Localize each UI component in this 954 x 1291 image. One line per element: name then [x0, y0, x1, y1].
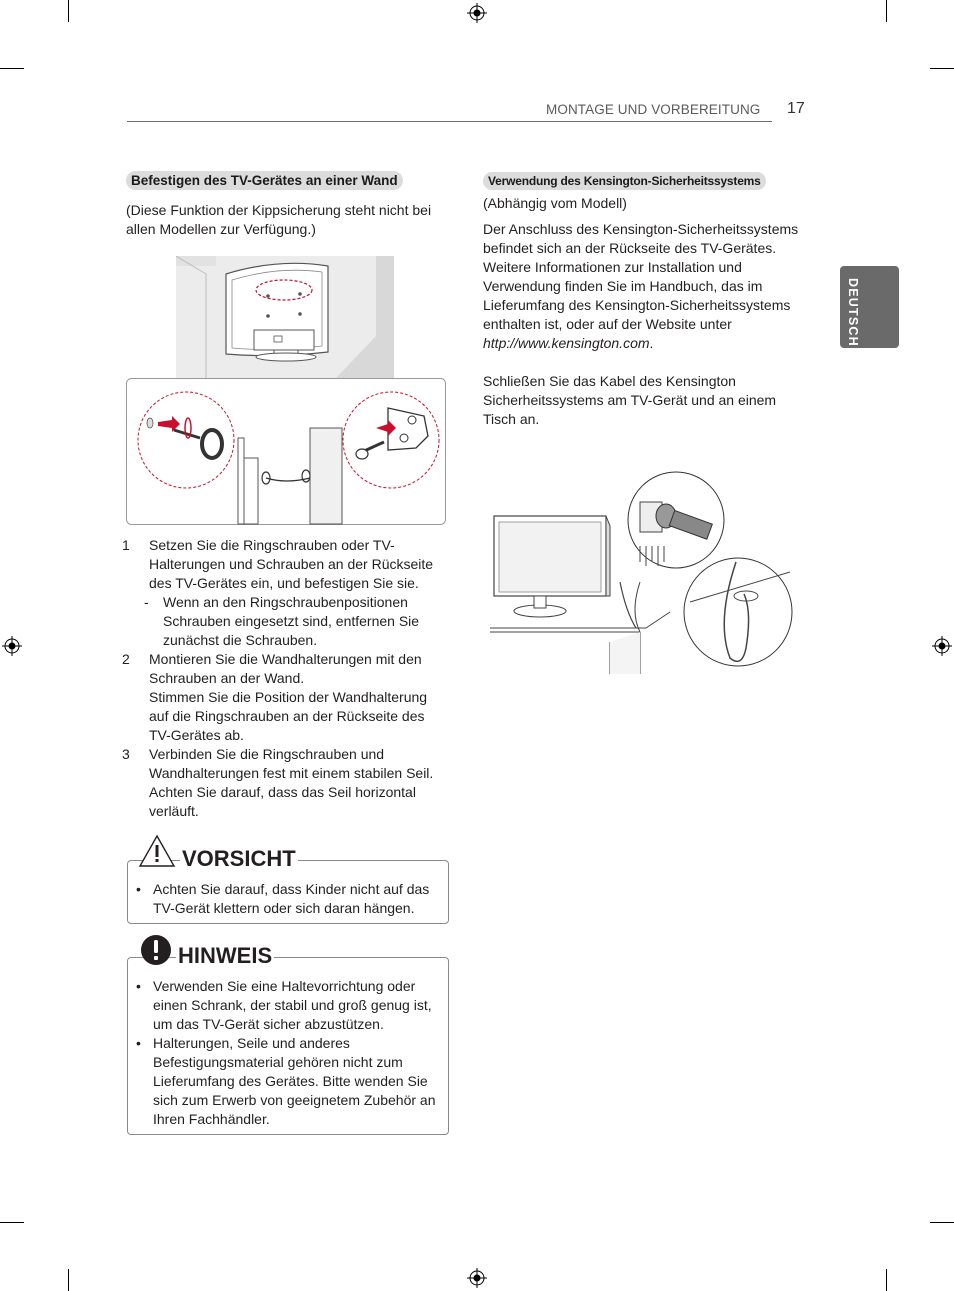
step-3: [122, 745, 442, 821]
language-tab: [840, 266, 899, 348]
step-text: Montieren Sie die Wandhalterungen mit den Schrauben an der Wand.: [149, 651, 422, 686]
step-1: [122, 536, 442, 593]
step-text: Stimmen Sie die Position der Wandhalterung auf die Ringschrauben an der Rückseite des TV-Gerätes ab.: [149, 689, 428, 743]
kensington-paragraph: Der Anschluss des Kensington-Sicherheitssystems befindet sich an der Rückseite des TV-Gerätes. Weitere Informationen zur Installation und Verwendung finden Sie im Handbuch, das im Lieferumfang des Kensington-Sicherheitssystems enthalten ist, oder auf der Website unter: [483, 221, 799, 332]
link-suffix: .: [649, 335, 654, 351]
step-number: 3: [122, 746, 130, 762]
note-item-text: Halterungen, Seile und anderes Befestigungsmaterial gehören nicht zum Lieferumfang des Gerätes. Bitte wenden Sie sich zum Erwerb von geeignetem Zubehör an Ihren Fachhändler.: [153, 1035, 436, 1127]
crop-mark: [930, 68, 954, 69]
step-2: [122, 650, 442, 745]
bullet-dot: •: [136, 1035, 141, 1051]
bullet-dot: •: [136, 881, 141, 897]
warning-triangle-icon: [138, 834, 176, 868]
note-title: HINWEIS: [178, 943, 273, 968]
kensington-link[interactable]: http://www.kensington.com: [483, 335, 650, 351]
note-item: [136, 977, 441, 1034]
crop-mark: [930, 1222, 954, 1223]
page-number: 17: [787, 100, 805, 117]
section-heading-kensington: Verwendung des Kensington-Sicherheitssystems: [483, 172, 766, 190]
ring-screw-bracket-illustration: [126, 378, 446, 525]
kensington-instruction: Schließen Sie das Kabel des Kensington Sicherheitssystems am TV-Gerät und an einem Tisch an.: [483, 373, 777, 427]
crop-mark: [886, 0, 887, 22]
registration-mark-icon: [932, 636, 952, 656]
language-tab-label: DEUTSCH: [846, 278, 860, 347]
step-text: Verbinden Sie die Ringschrauben und Wandhalterungen fest mit einem stabilen Seil. Achten Sie darauf, dass das Seil horizontal verläuft.: [149, 746, 434, 819]
crop-mark: [68, 1269, 69, 1291]
intro-text: (Diese Funktion der Kippsicherung steht nicht bei allen Modellen zur Verfügung.): [126, 202, 432, 237]
kensington-description: [483, 220, 807, 353]
caution-title: VORSICHT: [182, 846, 296, 871]
section-title: MONTAGE UND VORBEREITUNG: [546, 102, 761, 117]
step-text: Wenn an den Ringschraubenpositionen Schrauben eingesetzt sind, entfernen Sie zunächst die Schrauben.: [163, 594, 420, 648]
note-item: [136, 1034, 441, 1129]
step-number: 1: [122, 537, 130, 553]
caution-item: [136, 880, 441, 918]
caution-item-text: Achten Sie darauf, dass Kinder nicht auf das TV-Gerät klettern oder sich daran hängen.: [153, 881, 430, 916]
tv-rear-illustration: [176, 256, 394, 378]
step-dash: -: [144, 594, 149, 610]
exclamation-circle-icon: [140, 934, 172, 966]
kensington-lock-illustration: [490, 462, 796, 674]
registration-mark-icon: [467, 1268, 487, 1288]
model-note: (Abhängig vom Modell): [483, 195, 627, 211]
crop-mark: [0, 68, 24, 69]
step-text-block: [149, 650, 441, 745]
note-item-text: Verwenden Sie eine Haltevorrichtung oder einen Schrank, der stabil und groß genug ist, um das TV-Gerät sicher abzustützen.: [153, 978, 432, 1032]
registration-mark-icon: [467, 3, 487, 23]
crop-mark: [68, 0, 69, 22]
header-divider: [127, 121, 772, 122]
bullet-dot: •: [136, 978, 141, 994]
registration-mark-icon: [2, 636, 22, 656]
step-1-sub: [144, 593, 444, 650]
step-text: Setzen Sie die Ringschrauben oder TV-Halterungen und Schrauben an der Rückseite des TV-Gerätes ein, und befestigen Sie sie.: [149, 537, 434, 591]
step-number: 2: [122, 651, 130, 667]
section-heading-wall-mount: Befestigen des TV-Gerätes an einer Wand: [126, 171, 403, 190]
crop-mark: [886, 1269, 887, 1291]
crop-mark: [0, 1222, 24, 1223]
